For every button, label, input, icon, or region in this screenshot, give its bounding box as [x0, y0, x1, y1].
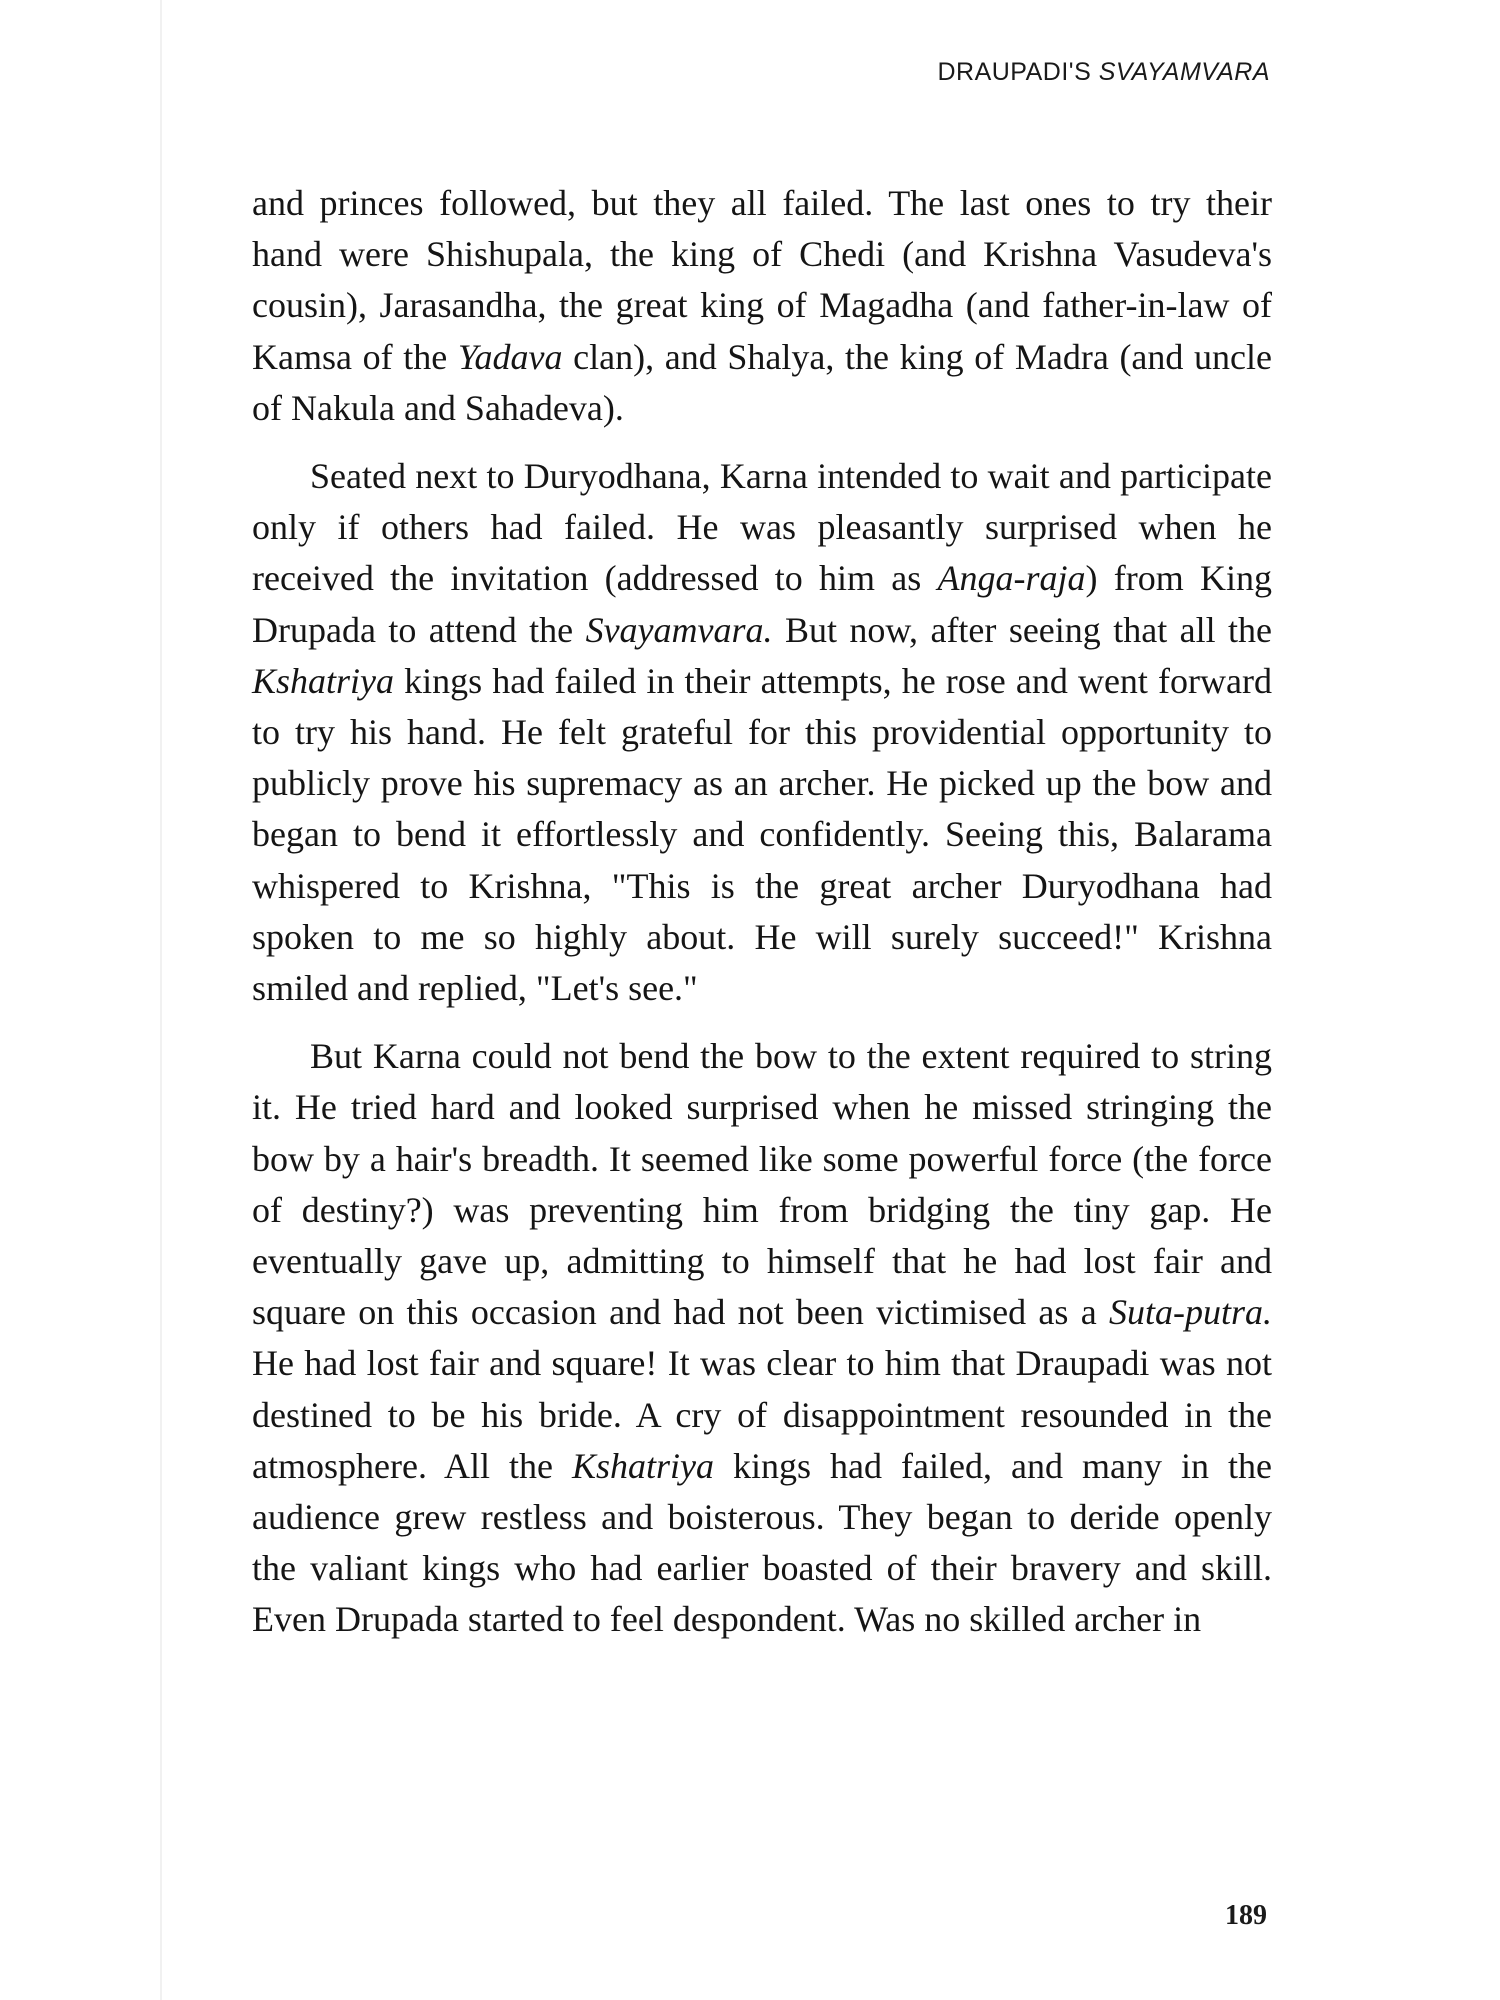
text-run: ) from King Drupada to attend the	[252, 558, 1272, 650]
text-run-italic: Suta-putra.	[1108, 1292, 1272, 1333]
text-run: kings had failed, and many in the audience grew restless and boisterous. They began to deride openly the valiant kings who had earlier boasted of their bravery and skill. Even Drupada started to feel despondent. Was no skilled archer in	[252, 1445, 1272, 1640]
text-run-italic: Kshatriya	[252, 660, 395, 701]
text-run: and princes followed, but they all failed. The last ones to try their hand were Shishupala, the king of Chedi (and Krishna Vasudeva's cousin), Jarasandha, the great king of Magadha (and father-in-law of Kamsa of the	[252, 183, 1272, 377]
text-run: kings had failed in their attempts, he rose and went forward to try his hand. He felt grateful for this providential opportunity to publicly prove his supremacy as an archer. He picked up the bow and began to bend it effortlessly and confidently. Seeing this, Balarama whispered to Krishna, "This is the great archer Duryodhana had spoken to me so highly about. He will surely succeed!" Krishna smiled and replied, "Let's see."	[252, 660, 1272, 1009]
text-run-italic: Kshatriya	[571, 1445, 714, 1486]
page-number: 189	[1225, 1900, 1267, 1931]
text-run: He had lost fair and square! It was clear to him that Draupadi was not destined to be his bride. A cry of disappointment resounded in the atmosphere. All the	[252, 1343, 1272, 1486]
paragraph-1	[252, 178, 1272, 434]
text-run-italic: Svayamvara.	[585, 609, 773, 650]
running-head-main: DRAUPADI'S	[937, 58, 1099, 86]
text-run: But Karna could not bend the bow to the extent required to string it. He tried hard and looked surprised when he missed stringing the bow by a hair's breadth. It seemed like some powerful force (the force of destiny?) was preventing him from bridging the tiny gap. He eventually gave up, admitting to himself that he had lost fair and square on this occasion and had not been victimised as a	[252, 1036, 1272, 1333]
running-head-italic: SVAYAMVARA	[1098, 58, 1270, 86]
text-run: But now, after seeing that all the	[772, 609, 1272, 650]
page-gutter-shadow	[160, 0, 162, 2000]
text-run-italic: Yadava	[457, 336, 563, 377]
text-run: clan), and Shalya, the king of Madra (and uncle of Nakula and Sahadeva).	[252, 336, 1272, 428]
text-run: Seated next to Duryodhana, Karna intended to wait and participate only if others had failed. He was pleasantly surprised when he received the invitation (addressed to him as	[252, 456, 1272, 599]
paragraph-2	[252, 451, 1272, 1014]
body-text	[252, 178, 1272, 1663]
text-run-italic: Anga-raja	[937, 558, 1086, 599]
paragraph-3	[252, 1031, 1272, 1645]
running-head	[937, 58, 1270, 87]
